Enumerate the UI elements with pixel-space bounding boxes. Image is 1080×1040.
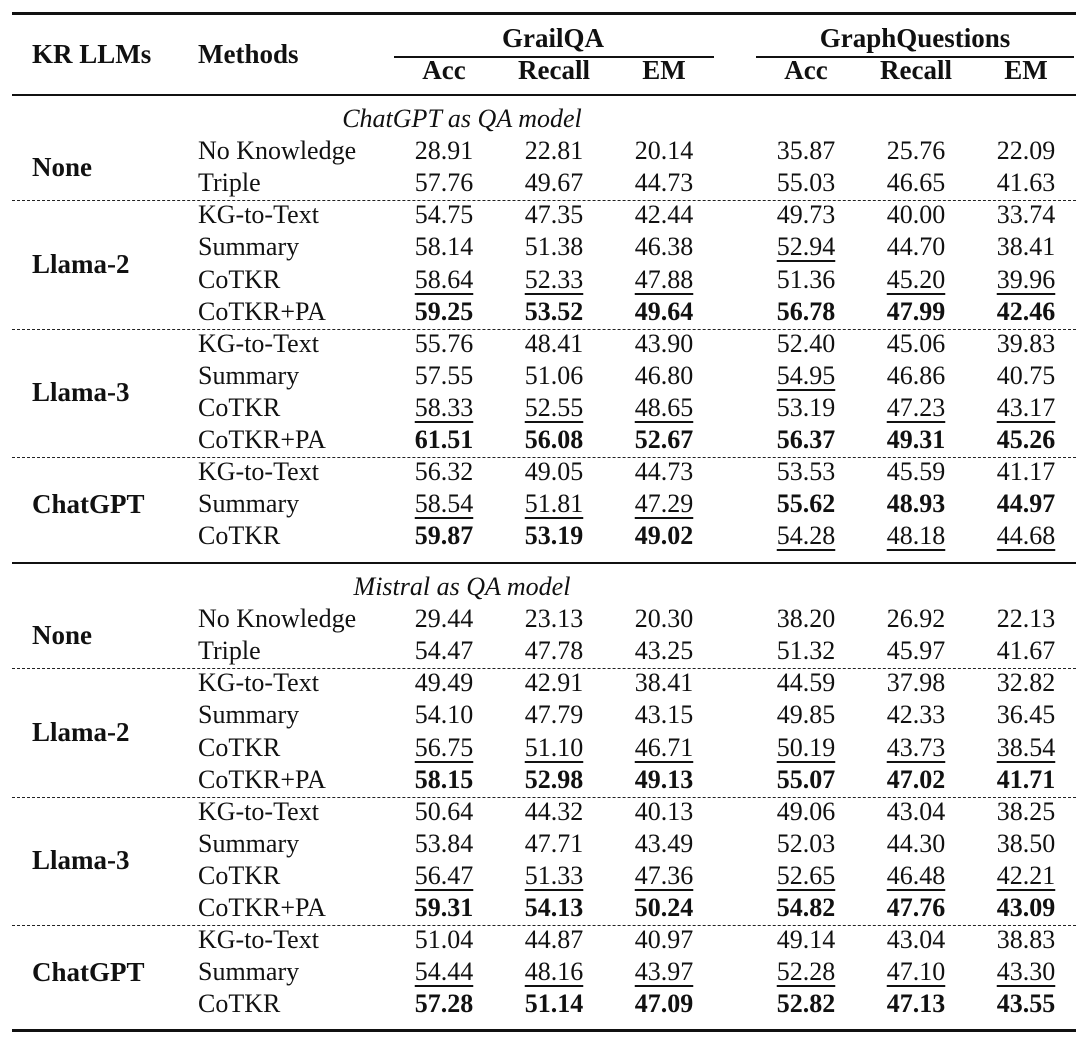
metric-value: 42.46	[996, 296, 1056, 326]
metric-value: 54.13	[524, 893, 584, 922]
metric-value: 57.55	[414, 360, 474, 390]
metric-value: 52.28	[776, 957, 836, 987]
metric-value: 43.09	[996, 893, 1056, 922]
metric-value: 47.02	[886, 764, 946, 794]
metric-value: 46.71	[634, 732, 694, 762]
metric-value: 20.14	[634, 136, 694, 166]
metric-value: 44.68	[996, 521, 1056, 551]
header-methods: Methods	[198, 39, 299, 69]
metric-value: 53.53	[776, 457, 836, 487]
method-name: CoTKR+PA	[198, 764, 326, 794]
metric-value: 43.25	[634, 636, 694, 666]
metric-value: 42.33	[886, 700, 946, 730]
metric-value: 54.44	[414, 957, 474, 987]
metric-value: 47.36	[634, 860, 694, 890]
metric-value: 44.73	[634, 168, 694, 198]
method-name: Summary	[198, 489, 300, 519]
section-rule	[12, 562, 1076, 564]
metric-value: 49.13	[634, 764, 694, 794]
top-rule	[12, 12, 1076, 15]
metric-value: 54.28	[776, 521, 836, 551]
metric-value: 59.25	[414, 296, 474, 326]
metric-value: 51.33	[524, 860, 584, 890]
metric-value: 58.64	[414, 264, 474, 294]
kr-llm-label: Llama-3	[32, 376, 130, 407]
metric-value: 52.98	[524, 764, 584, 794]
kr-llm-label: Llama-3	[32, 844, 130, 875]
metric-value: 52.94	[776, 232, 836, 262]
header-kr-llms: KR LLMs	[32, 39, 152, 69]
metric-value: 48.41	[524, 328, 584, 358]
metric-value: 47.09	[634, 989, 694, 1019]
metric-value: 53.52	[524, 296, 584, 326]
section-title: ChatGPT as QA model	[342, 104, 582, 133]
metric-value: 58.15	[414, 764, 474, 794]
metric-value: 41.67	[996, 636, 1056, 666]
metric-value: 40.13	[634, 796, 694, 826]
method-name: No Knowledge	[198, 136, 357, 166]
metric-value: 51.06	[524, 360, 584, 390]
metric-value: 45.20	[886, 264, 946, 294]
metric-value: 49.85	[776, 700, 836, 730]
metric-value: 38.50	[996, 828, 1056, 858]
metric-value: 26.92	[886, 604, 946, 634]
kr-llm-label: ChatGPT	[32, 489, 145, 520]
metric-value: 49.14	[776, 925, 836, 955]
method-name: Summary	[198, 360, 300, 390]
metric-value: 41.17	[996, 457, 1056, 487]
metric-value: 47.23	[886, 392, 946, 422]
metric-value: 25.76	[886, 136, 946, 166]
metric-value: 48.65	[634, 392, 694, 422]
metric-value: 38.25	[996, 796, 1056, 826]
metric-value: 28.91	[414, 136, 474, 166]
metric-value: 49.73	[776, 200, 836, 230]
metric-value: 44.59	[776, 668, 836, 698]
metric-value: 56.37	[776, 425, 836, 454]
metric-value: 43.17	[996, 392, 1056, 422]
metric-value: 33.74	[996, 200, 1056, 230]
metric-value: 52.65	[776, 860, 836, 890]
kr-llm-label: Llama-2	[32, 716, 130, 747]
metric-value: 43.04	[886, 925, 946, 955]
bottom-rule	[12, 1029, 1076, 1032]
kr-llm-label: ChatGPT	[32, 957, 145, 988]
metric-value: 41.63	[996, 168, 1056, 198]
header-metric-em: EM	[1004, 55, 1048, 85]
header-dataset-graphquestions: GraphQuestions	[819, 23, 1011, 53]
metric-value: 56.32	[414, 457, 474, 487]
kr-llm-label: Llama-2	[32, 248, 130, 279]
metric-value: 38.20	[776, 604, 836, 634]
metric-value: 46.80	[634, 360, 694, 390]
metric-value: 40.00	[886, 200, 946, 230]
metric-value: 47.71	[524, 828, 584, 858]
metric-value: 22.81	[524, 136, 584, 166]
method-name: CoTKR+PA	[198, 296, 326, 326]
metric-value: 47.13	[886, 989, 946, 1019]
metric-value: 49.31	[886, 425, 946, 454]
method-name: KG-to-Text	[198, 328, 319, 358]
metric-value: 36.45	[996, 700, 1056, 730]
method-name: No Knowledge	[198, 604, 357, 634]
metric-value: 57.28	[414, 989, 474, 1019]
metric-value: 44.87	[524, 925, 584, 955]
metric-value: 38.83	[996, 925, 1056, 955]
metric-value: 44.73	[634, 457, 694, 487]
metric-value: 52.40	[776, 328, 836, 358]
metric-value: 38.41	[996, 232, 1056, 262]
metric-value: 55.76	[414, 328, 474, 358]
method-name: Summary	[198, 957, 300, 987]
metric-value: 55.62	[776, 489, 836, 519]
method-name: KG-to-Text	[198, 457, 319, 487]
metric-value: 47.99	[886, 296, 946, 326]
header-metric-recall: Recall	[880, 55, 952, 85]
metric-value: 42.21	[996, 860, 1056, 890]
metric-value: 49.06	[776, 796, 836, 826]
method-name: Summary	[198, 828, 300, 858]
metric-value: 58.33	[414, 392, 474, 422]
metric-value: 49.67	[524, 168, 584, 198]
metric-value: 38.41	[634, 668, 694, 698]
metric-value: 49.64	[634, 296, 694, 326]
metric-value: 54.95	[776, 360, 836, 390]
metric-value: 56.78	[776, 296, 836, 326]
metric-value: 58.54	[414, 489, 474, 519]
metric-value: 42.44	[634, 200, 694, 230]
method-name: CoTKR	[198, 264, 281, 294]
metric-value: 56.47	[414, 860, 474, 890]
header-metric-em: EM	[642, 55, 686, 85]
metric-value: 51.10	[524, 732, 584, 762]
metric-value: 50.24	[634, 893, 694, 922]
metric-value: 51.14	[524, 989, 584, 1019]
metric-value: 43.90	[634, 328, 694, 358]
method-name: CoTKR+PA	[198, 425, 326, 454]
results-table	[12, 0, 1076, 1040]
metric-value: 44.32	[524, 796, 584, 826]
method-name: KG-to-Text	[198, 668, 319, 698]
method-name: CoTKR	[198, 989, 281, 1019]
metric-value: 55.03	[776, 168, 836, 198]
metric-value: 47.79	[524, 700, 584, 730]
method-name: Summary	[198, 700, 300, 730]
metric-value: 43.04	[886, 796, 946, 826]
metric-value: 49.05	[524, 457, 584, 487]
section-title: Mistral as QA model	[353, 572, 571, 601]
method-name: KG-to-Text	[198, 796, 319, 826]
metric-value: 51.81	[524, 489, 584, 519]
metric-value: 46.48	[886, 860, 946, 890]
metric-value: 47.35	[524, 200, 584, 230]
metric-value: 40.97	[634, 925, 694, 955]
method-name: CoTKR	[198, 392, 281, 422]
metric-value: 59.31	[414, 893, 474, 922]
metric-value: 51.38	[524, 232, 584, 262]
method-name: CoTKR	[198, 521, 281, 551]
metric-value: 51.32	[776, 636, 836, 666]
metric-value: 57.76	[414, 168, 474, 198]
kr-llm-label: None	[32, 620, 92, 651]
kr-llm-label: None	[32, 152, 92, 183]
metric-value: 53.84	[414, 828, 474, 858]
metric-value: 52.03	[776, 828, 836, 858]
metric-value: 54.82	[776, 893, 836, 922]
metric-value: 46.86	[886, 360, 946, 390]
header-metric-recall: Recall	[518, 55, 590, 85]
header-metric-acc: Acc	[784, 55, 828, 85]
metric-value: 49.02	[634, 521, 694, 551]
metric-value: 43.15	[634, 700, 694, 730]
metric-value: 29.44	[414, 604, 474, 634]
metric-value: 44.97	[996, 489, 1056, 519]
metric-value: 45.97	[886, 636, 946, 666]
metric-value: 56.75	[414, 732, 474, 762]
metric-value: 40.75	[996, 360, 1056, 390]
metric-value: 45.06	[886, 328, 946, 358]
metric-value: 52.33	[524, 264, 584, 294]
method-name: Triple	[198, 636, 261, 666]
metric-value: 46.65	[886, 168, 946, 198]
metric-value: 50.19	[776, 732, 836, 762]
metric-value: 54.75	[414, 200, 474, 230]
metric-value: 47.29	[634, 489, 694, 519]
metric-value: 53.19	[776, 392, 836, 422]
metric-value: 53.19	[524, 521, 584, 551]
method-name: Triple	[198, 168, 261, 198]
metric-value: 39.83	[996, 328, 1056, 358]
metric-value: 52.55	[524, 392, 584, 422]
method-name: KG-to-Text	[198, 925, 319, 955]
header-rule	[12, 94, 1076, 96]
metric-value: 46.38	[634, 232, 694, 262]
metric-value: 43.97	[634, 957, 694, 987]
metric-value: 43.55	[996, 989, 1056, 1019]
metric-value: 35.87	[776, 136, 836, 166]
metric-value: 41.71	[996, 764, 1056, 794]
metric-value: 56.08	[524, 425, 584, 454]
metric-value: 37.98	[886, 668, 946, 698]
metric-value: 22.13	[996, 604, 1056, 634]
method-name: CoTKR	[198, 860, 281, 890]
metric-value: 43.73	[886, 732, 946, 762]
metric-value: 48.93	[886, 489, 946, 519]
metric-value: 54.10	[414, 700, 474, 730]
header-dataset-grailqa: GrailQA	[502, 23, 604, 53]
metric-value: 52.82	[776, 989, 836, 1019]
metric-value: 47.88	[634, 264, 694, 294]
metric-value: 47.76	[886, 893, 946, 922]
metric-value: 38.54	[996, 732, 1056, 762]
method-name: KG-to-Text	[198, 200, 319, 230]
metric-value: 45.59	[886, 457, 946, 487]
method-name: Summary	[198, 232, 300, 262]
method-name: CoTKR+PA	[198, 893, 326, 922]
metric-value: 43.49	[634, 828, 694, 858]
metric-value: 48.16	[524, 957, 584, 987]
metric-value: 50.64	[414, 796, 474, 826]
metric-value: 47.10	[886, 957, 946, 987]
metric-value: 20.30	[634, 604, 694, 634]
metric-value: 51.36	[776, 264, 836, 294]
metric-value: 32.82	[996, 668, 1056, 698]
metric-value: 49.49	[414, 668, 474, 698]
metric-value: 52.67	[634, 425, 694, 454]
metric-value: 45.26	[996, 425, 1056, 454]
header-metric-acc: Acc	[422, 55, 466, 85]
metric-value: 55.07	[776, 764, 836, 794]
method-name: CoTKR	[198, 732, 281, 762]
metric-value: 44.30	[886, 828, 946, 858]
metric-value: 44.70	[886, 232, 946, 262]
metric-value: 59.87	[414, 521, 474, 551]
metric-value: 39.96	[996, 264, 1056, 294]
metric-value: 47.78	[524, 636, 584, 666]
metric-value: 22.09	[996, 136, 1056, 166]
metric-value: 61.51	[414, 425, 474, 454]
metric-value: 43.30	[996, 957, 1056, 987]
metric-value: 54.47	[414, 636, 474, 666]
metric-value: 42.91	[524, 668, 584, 698]
metric-value: 58.14	[414, 232, 474, 262]
metric-value: 23.13	[524, 604, 584, 634]
metric-value: 51.04	[414, 925, 474, 955]
metric-value: 48.18	[886, 521, 946, 551]
